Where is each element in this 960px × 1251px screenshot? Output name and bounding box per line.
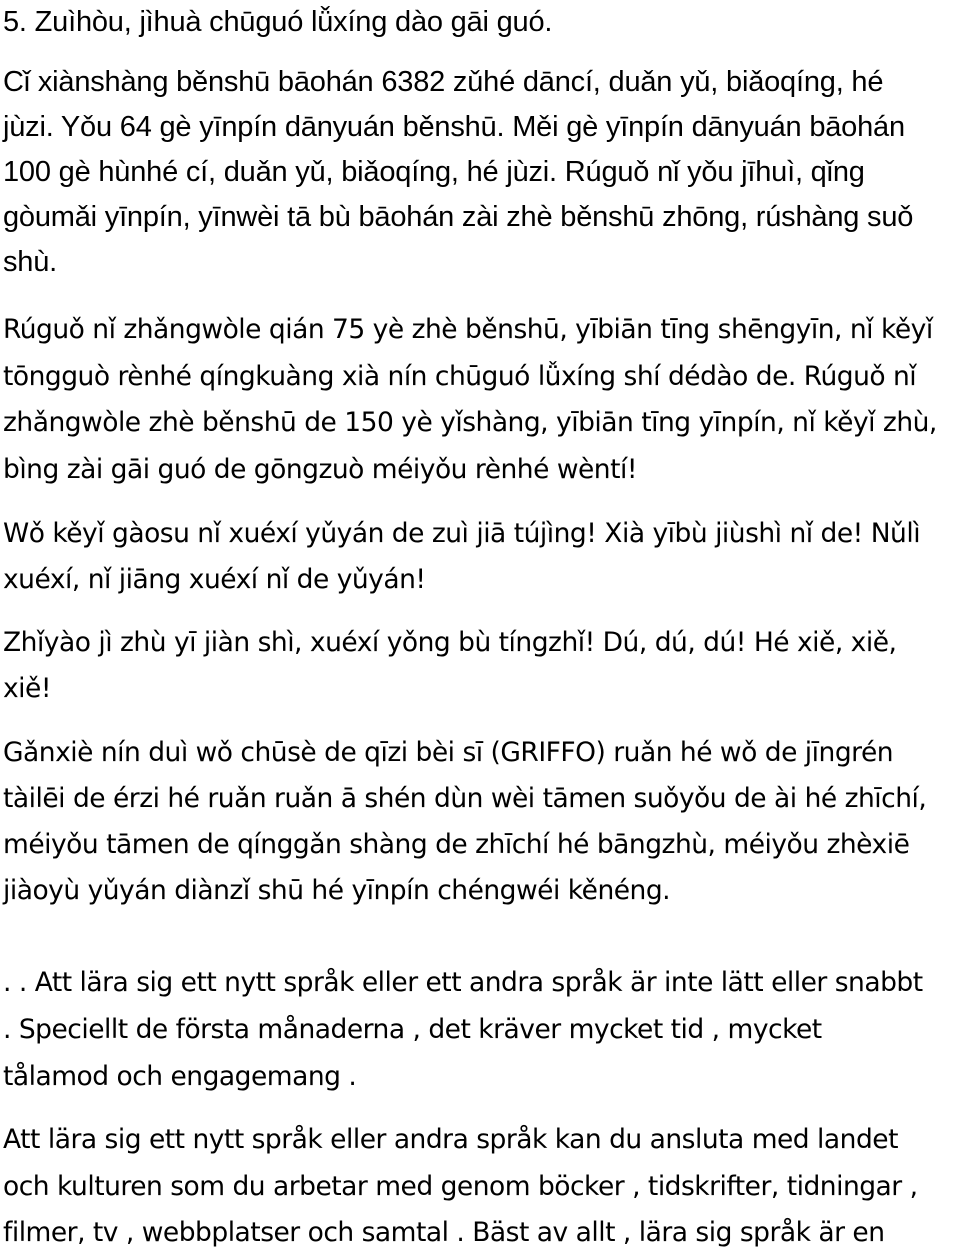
paragraph-keep-learning [3, 620, 896, 712]
paragraph-line: Cǐ xiànshàng běnshū bāohán 6382 zǔhé dāncí, duǎn yǔ, biǎoqíng, hé [3, 66, 884, 98]
paragraph-line: shù. [3, 246, 58, 278]
heading [3, 2, 552, 42]
paragraph-line: Zhǐyào jì zhù yī jiàn shì, xuéxí yǒng bù tíngzhǐ! Dú, dú, dú! Hé xiě, xiě, [3, 627, 897, 658]
paragraph-line: Rúguǒ nǐ zhǎngwòle qián 75 yè zhè běnshū, yībiān tīng shēngyīn, nǐ kěyǐ [3, 314, 933, 345]
paragraph-line: filmer, tv , webbplatser och samtal . Bäst av allt , lära sig språk är en [3, 1217, 885, 1248]
paragraph-best-way [3, 511, 920, 603]
paragraph-mastery [3, 307, 937, 493]
paragraph-line: tàilēi de érzi hé ruǎn ruǎn ā shén dùn wèi tāmen suǒyǒu de ài hé zhīchí, [3, 783, 927, 814]
paragraph-book-contents [3, 60, 913, 285]
paragraph-line: . . Att lära sig ett nytt språk eller ett andra språk är inte lätt eller snabbt [3, 967, 923, 998]
paragraph-line: tålamod och engagemang . [3, 1061, 357, 1092]
paragraph-line: tōngguò rènhé qíngkuàng xià nín chūguó lǚxíng shí dédào de. Rúguǒ nǐ [3, 360, 917, 392]
paragraph-line: Att lära sig ett nytt språk eller andra språk kan du ansluta med landet [3, 1124, 898, 1155]
paragraph-line: och kulturen som du arbetar med genom böcker , tidskrifter, tidningar , [3, 1170, 918, 1202]
paragraph-line: Wǒ kěyǐ gàosu nǐ xuéxí yǔyán de zuì jiā tújìng! Xià yībù jiùshì nǐ de! Nǔlì [3, 518, 921, 549]
paragraph-line: xiě! [3, 673, 51, 704]
paragraph-line: méiyǒu tāmen de qínggǎn shàng de zhīchí hé bāngzhù, méiyǒu zhèxiē [3, 829, 910, 860]
paragraph-swedish-intro [3, 959, 923, 1100]
heading-line: 5. Zuìhòu, jìhuà chūguó lǚxíng dào gāi guó. [3, 6, 553, 38]
paragraph-line: bìng zài gāi guó de gōngzuò méiyǒu rènhé wèntí! [3, 453, 637, 485]
paragraph-thanks [3, 730, 926, 914]
paragraph-line: jiàoyù yǔyán diànzǐ shū hé yīnpín chéngwéi kěnéng. [3, 875, 671, 906]
paragraph-line: gòumǎi yīnpín, yīnwèi tā bù bāohán zài zhè běnshū zhōng, rúshàng suǒ [3, 201, 914, 233]
paragraph-line: . Speciellt de första månaderna , det kräver mycket tid , mycket [3, 1014, 822, 1045]
paragraph-line: 100 gè hùnhé cí, duǎn yǔ, biǎoqíng, hé jùzi. Rúguǒ nǐ yǒu jīhuì, qǐng [3, 156, 865, 188]
paragraph-swedish-culture [3, 1117, 918, 1251]
paragraph-line: jùzi. Yǒu 64 gè yīnpín dānyuán běnshū. Měi gè yīnpín dānyuán bāohán [3, 111, 905, 143]
paragraph-line: zhǎngwòle zhè běnshū de 150 yè yǐshàng, yībiān tīng yīnpín, nǐ kěyǐ zhù, [3, 407, 937, 438]
paragraph-line: xuéxí, nǐ jiāng xuéxí nǐ de yǔyán! [3, 564, 426, 595]
paragraph-line: Gǎnxiè nín duì wǒ chūsè de qīzi bèi sī (GRIFFO) ruǎn hé wǒ de jīngrén [3, 737, 894, 768]
